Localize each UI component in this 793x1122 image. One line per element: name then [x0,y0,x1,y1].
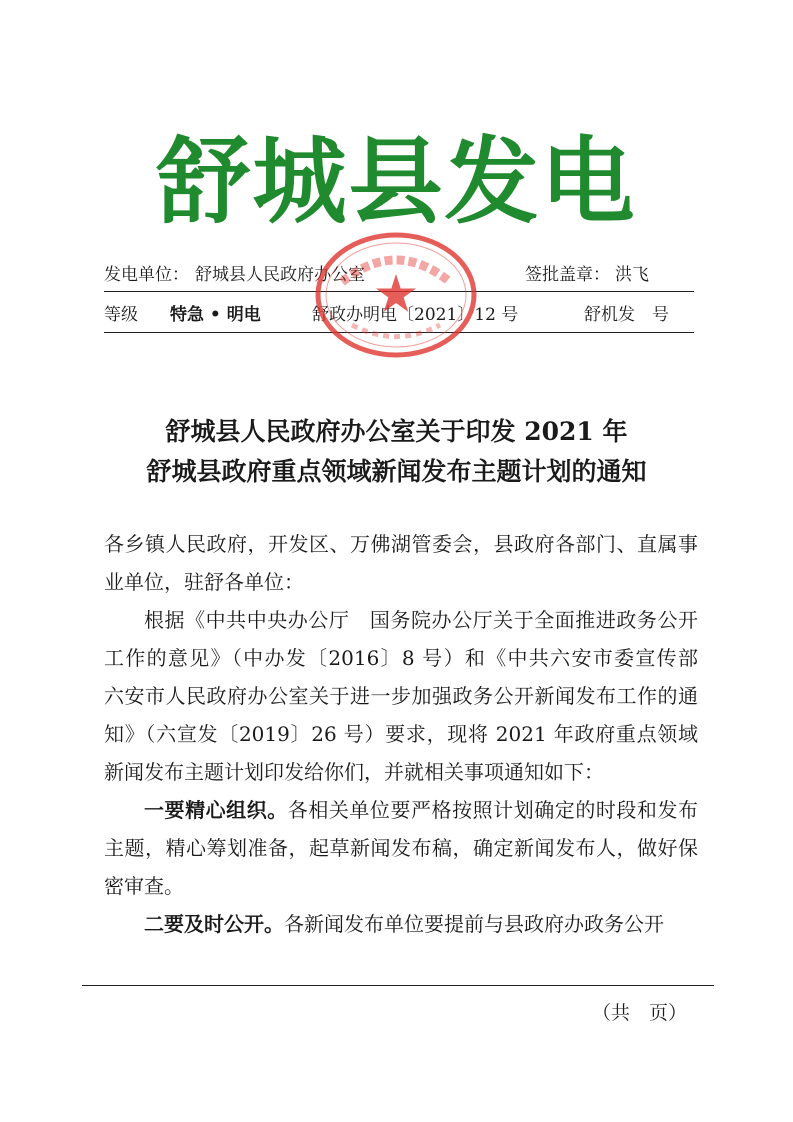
official-seal-stamp [312,230,480,360]
body-item-1 [104,791,698,905]
item-2-heading: 二要及时公开。 [144,912,284,936]
body-paragraph: 根据《中共中央办公厅 国务院办公厅关于全面推进政务公开工作的意见》（中办发〔2016〕8 号）和《中共六安市委宣传部 六安市人民政府办公室关于进一步加强政务公开新闻发布工作的通知》（六宣发〔2019〕26 号）要求，现将 2021 年政府重点领域新闻发布主题计划印发给你们，并就相关事项通知如下： [104,608,718,784]
salutation: 各乡镇人民政府，开发区、万佛湖管委会，县政府各部门、直属事业单位，驻舒各单位： [104,532,698,594]
doc-number: 舒政办明电〔2021〕12 号 [312,305,519,325]
page-count: （共 页） [591,1002,687,1024]
sender-label: 发电单位： [104,265,189,285]
signer-value: 洪飞 [615,265,649,285]
document-body [104,525,718,943]
item-2-text: 各新闻发布单位要提前与县政府办政务公开 [284,912,664,936]
body-item-2 [104,905,698,943]
document-title-line1: 舒城县人民政府办公室关于印发 2021 年 [165,417,628,446]
item-1-text: 各相关单位要严格按照计划确定的时段和发布主题，精心筹划准备，起草新闻发布稿，确定新闻发布人，做好保密审查。 [104,798,699,898]
grade-value: 特急 • 明电 [170,305,261,325]
footer-divider [82,985,714,986]
signer-label: 签批盖章： [525,265,610,285]
grade-label: 等级 [104,305,138,325]
document-title-line2: 舒城县政府重点领域新闻发布主题计划的通知 [146,457,647,486]
item-1-heading: 一要精心组织。 [144,798,288,822]
masthead-title: 舒城县发电 [156,128,637,237]
sender-value: 舒城县人民政府办公室 [195,265,365,285]
ref-number: 舒机发 号 [584,305,669,325]
